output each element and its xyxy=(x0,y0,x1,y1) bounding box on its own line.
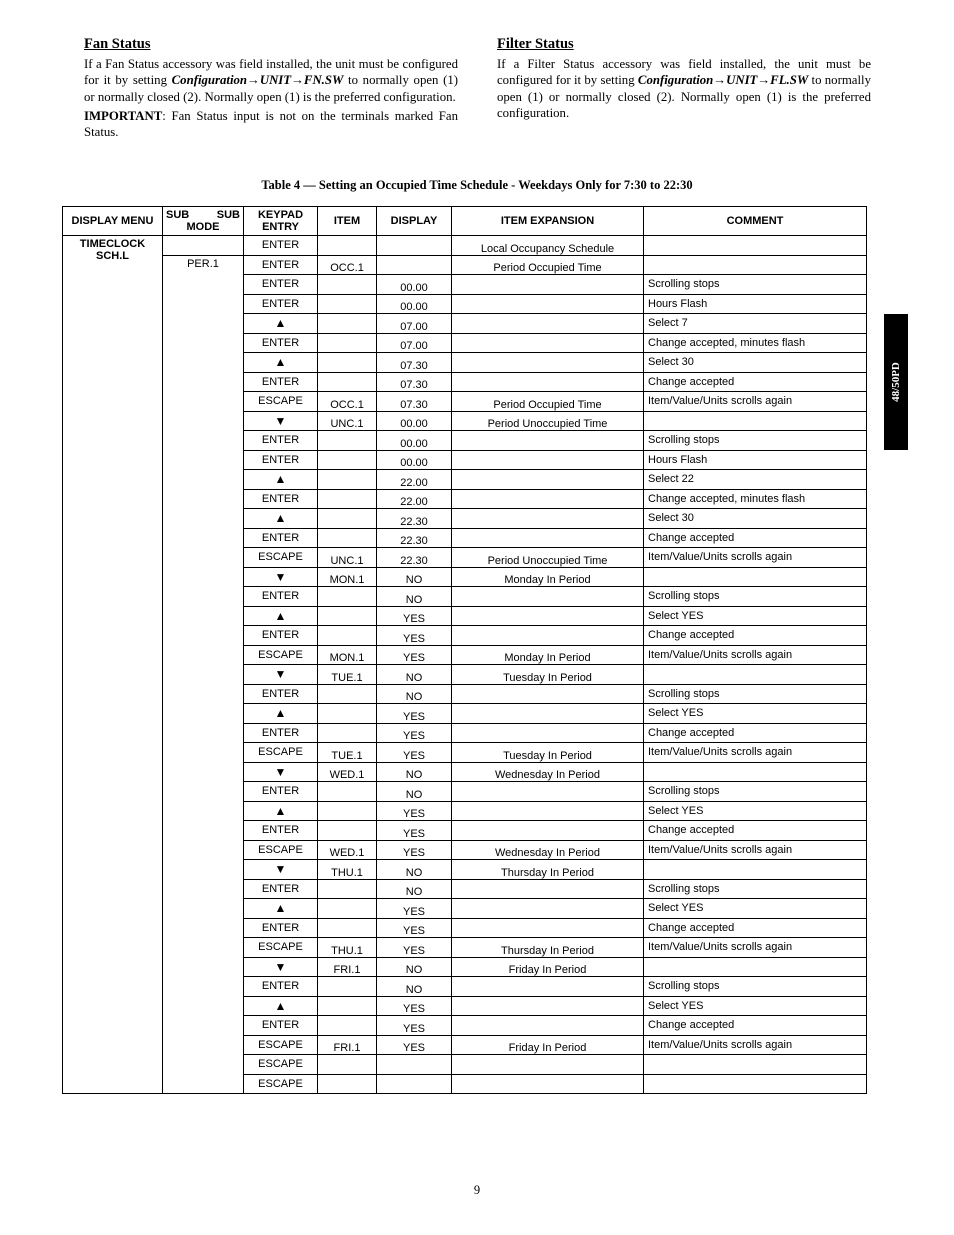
comment-cell xyxy=(644,1074,867,1094)
item-expansion-cell xyxy=(452,587,644,607)
comment-cell: Change accepted xyxy=(644,372,867,392)
keypad-entry-cell: ▼ xyxy=(244,762,318,782)
fan-status-body-pre: If a Fan Status accessory was field installed, the unit must be configured for it by setting xyxy=(84,57,458,88)
item-cell xyxy=(318,996,377,1016)
header-sub2: SUB xyxy=(216,209,240,221)
item-cell xyxy=(318,918,377,938)
item-cell: THU.1 xyxy=(318,938,377,958)
keypad-entry-cell: ESCAPE xyxy=(244,645,318,665)
item-expansion-cell xyxy=(452,509,644,529)
filter-status-heading: Filter Status xyxy=(497,36,574,52)
item-expansion-cell: Wednesday In Period xyxy=(452,762,644,782)
display-cell: YES xyxy=(377,723,452,743)
keypad-entry-cell: ENTER xyxy=(244,255,318,275)
item-expansion-cell xyxy=(452,353,644,373)
item-expansion-cell xyxy=(452,879,644,899)
keypad-entry-cell: ▲ xyxy=(244,996,318,1016)
item-expansion-cell xyxy=(452,528,644,548)
fan-status-body xyxy=(84,56,458,105)
display-cell xyxy=(377,255,452,275)
fan-status-section xyxy=(84,36,458,140)
display-cell: NO xyxy=(377,977,452,997)
side-tab-label: 48/50PD xyxy=(890,362,902,402)
table-caption: Table 4 — Setting an Occupied Time Schedule - Weekdays Only for 7:30 to 22:30 xyxy=(261,178,693,192)
item-cell: UNC.1 xyxy=(318,548,377,568)
keypad-entry-cell: ▼ xyxy=(244,665,318,685)
display-cell: YES xyxy=(377,918,452,938)
keypad-entry-cell: ESCAPE xyxy=(244,548,318,568)
item-cell xyxy=(318,1074,377,1094)
item-cell xyxy=(318,977,377,997)
display-cell: NO xyxy=(377,762,452,782)
item-cell xyxy=(318,353,377,373)
keypad-entry-cell: ENTER xyxy=(244,879,318,899)
keypad-entry-cell: ESCAPE xyxy=(244,1055,318,1075)
item-expansion-cell xyxy=(452,314,644,334)
display-cell: NO xyxy=(377,567,452,587)
comment-cell xyxy=(644,255,867,275)
display-menu-cell: TIMECLOCK SCH.L xyxy=(63,236,163,1094)
fan-status-config-path: Configuration→UNIT→FN.SW xyxy=(171,73,344,88)
item-expansion-cell xyxy=(452,996,644,1016)
comment-cell: Scrolling stops xyxy=(644,977,867,997)
comment-cell: Scrolling stops xyxy=(644,782,867,802)
comment-cell: Item/Value/Units scrolls again xyxy=(644,548,867,568)
display-cell: NO xyxy=(377,782,452,802)
display-cell: YES xyxy=(377,899,452,919)
item-expansion-cell xyxy=(452,782,644,802)
header-comment: COMMENT xyxy=(644,207,867,236)
display-cell: 00.00 xyxy=(377,450,452,470)
item-expansion-cell xyxy=(452,1016,644,1036)
item-cell xyxy=(318,879,377,899)
filter-status-section xyxy=(497,36,871,121)
item-cell xyxy=(318,450,377,470)
item-expansion-cell xyxy=(452,821,644,841)
comment-cell: Select YES xyxy=(644,606,867,626)
comment-cell: Item/Value/Units scrolls again xyxy=(644,1035,867,1055)
display-cell: YES xyxy=(377,743,452,763)
item-expansion-cell xyxy=(452,801,644,821)
comment-cell: Scrolling stops xyxy=(644,684,867,704)
fan-status-important xyxy=(84,108,458,141)
keypad-entry-cell: ENTER xyxy=(244,275,318,295)
comment-cell: Scrolling stops xyxy=(644,587,867,607)
comment-cell: Scrolling stops xyxy=(644,275,867,295)
item-expansion-cell xyxy=(452,372,644,392)
keypad-entry-cell: ▲ xyxy=(244,801,318,821)
item-expansion-cell: Tuesday In Period xyxy=(452,743,644,763)
comment-cell xyxy=(644,236,867,256)
item-expansion-cell: Thursday In Period xyxy=(452,938,644,958)
comment-cell: Change accepted, minutes flash xyxy=(644,489,867,509)
schedule-table xyxy=(62,206,867,1094)
comment-cell: Change accepted xyxy=(644,528,867,548)
item-expansion-cell: Wednesday In Period xyxy=(452,840,644,860)
item-expansion-cell: Local Occupancy Schedule xyxy=(452,236,644,256)
item-cell xyxy=(318,704,377,724)
item-expansion-cell xyxy=(452,899,644,919)
item-cell xyxy=(318,587,377,607)
keypad-entry-cell: ESCAPE xyxy=(244,938,318,958)
comment-cell: Change accepted xyxy=(644,723,867,743)
item-expansion-cell xyxy=(452,1055,644,1075)
keypad-entry-cell: ▲ xyxy=(244,509,318,529)
item-expansion-cell xyxy=(452,333,644,353)
display-cell: 00.00 xyxy=(377,431,452,451)
comment-cell: Change accepted xyxy=(644,626,867,646)
display-cell: YES xyxy=(377,1016,452,1036)
keypad-entry-cell: ESCAPE xyxy=(244,1074,318,1094)
table-row xyxy=(63,255,867,275)
table-header-row xyxy=(63,207,867,236)
keypad-entry-cell: ENTER xyxy=(244,1016,318,1036)
keypad-entry-cell: ENTER xyxy=(244,626,318,646)
fan-status-body-post: to normally open (1) or normally closed (2). Normally open (1) is the preferred configuration. xyxy=(84,73,459,104)
display-cell: YES xyxy=(377,801,452,821)
header-keypad-entry: KEYPAD ENTRY xyxy=(244,207,318,236)
item-cell xyxy=(318,1055,377,1075)
keypad-entry-cell: ESCAPE xyxy=(244,1035,318,1055)
item-cell xyxy=(318,528,377,548)
item-cell: UNC.1 xyxy=(318,411,377,431)
item-expansion-cell: Period Occupied Time xyxy=(452,392,644,412)
keypad-entry-cell: ▲ xyxy=(244,470,318,490)
display-cell: NO xyxy=(377,957,452,977)
keypad-entry-cell: ▲ xyxy=(244,353,318,373)
display-cell: YES xyxy=(377,938,452,958)
keypad-entry-cell: ENTER xyxy=(244,587,318,607)
comment-cell: Item/Value/Units scrolls again xyxy=(644,840,867,860)
item-expansion-cell xyxy=(452,489,644,509)
item-cell xyxy=(318,372,377,392)
display-cell: YES xyxy=(377,1035,452,1055)
header-display-menu: DISPLAY MENU xyxy=(63,207,163,236)
comment-cell: Scrolling stops xyxy=(644,879,867,899)
item-expansion-cell xyxy=(452,626,644,646)
display-cell: 00.00 xyxy=(377,411,452,431)
display-cell: 22.00 xyxy=(377,489,452,509)
keypad-entry-cell: ▼ xyxy=(244,860,318,880)
keypad-entry-cell: ENTER xyxy=(244,372,318,392)
display-cell: NO xyxy=(377,879,452,899)
item-cell: OCC.1 xyxy=(318,255,377,275)
comment-cell xyxy=(644,1055,867,1075)
item-expansion-cell: Period Unoccupied Time xyxy=(452,548,644,568)
item-cell: TUE.1 xyxy=(318,665,377,685)
keypad-entry-cell: ENTER xyxy=(244,918,318,938)
comment-cell: Change accepted, minutes flash xyxy=(644,333,867,353)
keypad-entry-cell: ENTER xyxy=(244,723,318,743)
display-cell xyxy=(377,1055,452,1075)
item-cell: FRI.1 xyxy=(318,1035,377,1055)
keypad-entry-cell: ▼ xyxy=(244,567,318,587)
comment-cell: Item/Value/Units scrolls again xyxy=(644,938,867,958)
filter-status-body xyxy=(497,56,871,121)
item-expansion-cell xyxy=(452,431,644,451)
comment-cell: Item/Value/Units scrolls again xyxy=(644,743,867,763)
item-cell xyxy=(318,509,377,529)
comment-cell: Scrolling stops xyxy=(644,431,867,451)
item-expansion-cell xyxy=(452,1074,644,1094)
comment-cell: Item/Value/Units scrolls again xyxy=(644,645,867,665)
display-cell: YES xyxy=(377,645,452,665)
item-expansion-cell: Period Occupied Time xyxy=(452,255,644,275)
side-tab xyxy=(884,314,908,450)
keypad-entry-cell: ▲ xyxy=(244,899,318,919)
display-cell: NO xyxy=(377,587,452,607)
comment-cell: Change accepted xyxy=(644,821,867,841)
keypad-entry-cell: ENTER xyxy=(244,821,318,841)
item-cell: MON.1 xyxy=(318,645,377,665)
keypad-entry-cell: ▲ xyxy=(244,704,318,724)
item-cell: THU.1 xyxy=(318,860,377,880)
keypad-entry-cell: ▲ xyxy=(244,314,318,334)
comment-cell: Select YES xyxy=(644,899,867,919)
header-display: DISPLAY xyxy=(377,207,452,236)
comment-cell: Select 30 xyxy=(644,353,867,373)
comment-cell: Hours Flash xyxy=(644,294,867,314)
header-sub1: SUB xyxy=(166,209,190,221)
keypad-entry-cell: ESCAPE xyxy=(244,743,318,763)
display-cell: 22.30 xyxy=(377,509,452,529)
item-expansion-cell: Period Unoccupied Time xyxy=(452,411,644,431)
keypad-entry-cell: ENTER xyxy=(244,489,318,509)
item-expansion-cell: Monday In Period xyxy=(452,567,644,587)
display-cell xyxy=(377,1074,452,1094)
comment-cell xyxy=(644,665,867,685)
item-expansion-cell xyxy=(452,704,644,724)
filter-status-config-path: Configuration→UNIT→FL.SW xyxy=(637,73,809,88)
comment-cell xyxy=(644,762,867,782)
keypad-entry-cell: ▼ xyxy=(244,411,318,431)
item-expansion-cell xyxy=(452,275,644,295)
comment-cell xyxy=(644,411,867,431)
comment-cell xyxy=(644,957,867,977)
display-cell: 22.30 xyxy=(377,548,452,568)
comment-cell: Select 7 xyxy=(644,314,867,334)
keypad-entry-cell: ESCAPE xyxy=(244,840,318,860)
display-cell: YES xyxy=(377,606,452,626)
display-cell: 07.00 xyxy=(377,333,452,353)
keypad-entry-cell: ENTER xyxy=(244,684,318,704)
keypad-entry-cell: ▼ xyxy=(244,957,318,977)
item-cell: TUE.1 xyxy=(318,743,377,763)
comment-cell: Select 30 xyxy=(644,509,867,529)
item-cell xyxy=(318,723,377,743)
comment-cell: Select YES xyxy=(644,996,867,1016)
item-cell: WED.1 xyxy=(318,762,377,782)
comment-cell: Change accepted xyxy=(644,1016,867,1036)
item-cell: WED.1 xyxy=(318,840,377,860)
display-cell: 22.00 xyxy=(377,470,452,490)
display-cell: 07.30 xyxy=(377,372,452,392)
display-cell: NO xyxy=(377,665,452,685)
display-cell: YES xyxy=(377,626,452,646)
display-cell: YES xyxy=(377,996,452,1016)
display-cell: NO xyxy=(377,860,452,880)
header-item-expansion: ITEM EXPANSION xyxy=(452,207,644,236)
display-cell: YES xyxy=(377,821,452,841)
fan-status-heading: Fan Status xyxy=(84,36,151,52)
keypad-entry-cell: ENTER xyxy=(244,236,318,256)
comment-cell: Change accepted xyxy=(644,918,867,938)
item-expansion-cell xyxy=(452,977,644,997)
important-text: : Fan Status input is not on the terminals marked Fan Status. xyxy=(84,108,458,140)
item-expansion-cell xyxy=(452,606,644,626)
item-expansion-cell: Friday In Period xyxy=(452,1035,644,1055)
display-cell: 22.30 xyxy=(377,528,452,548)
display-cell: YES xyxy=(377,840,452,860)
item-cell: FRI.1 xyxy=(318,957,377,977)
keypad-entry-cell: ESCAPE xyxy=(244,392,318,412)
item-cell xyxy=(318,470,377,490)
display-cell: 00.00 xyxy=(377,275,452,295)
item-cell xyxy=(318,333,377,353)
keypad-entry-cell: ENTER xyxy=(244,977,318,997)
item-cell xyxy=(318,236,377,256)
item-cell xyxy=(318,294,377,314)
item-expansion-cell xyxy=(452,470,644,490)
item-expansion-cell xyxy=(452,294,644,314)
keypad-entry-cell: ENTER xyxy=(244,528,318,548)
keypad-entry-cell: ENTER xyxy=(244,450,318,470)
keypad-entry-cell: ENTER xyxy=(244,294,318,314)
keypad-entry-cell: ENTER xyxy=(244,431,318,451)
item-cell xyxy=(318,684,377,704)
header-sub-mode xyxy=(163,207,244,236)
item-cell: OCC.1 xyxy=(318,392,377,412)
item-expansion-cell xyxy=(452,450,644,470)
comment-cell: Item/Value/Units scrolls again xyxy=(644,392,867,412)
comment-cell: Select YES xyxy=(644,801,867,821)
item-expansion-cell: Friday In Period xyxy=(452,957,644,977)
item-cell xyxy=(318,782,377,802)
comment-cell: Select 22 xyxy=(644,470,867,490)
display-cell: 07.30 xyxy=(377,392,452,412)
item-expansion-cell: Thursday In Period xyxy=(452,860,644,880)
keypad-entry-cell: ENTER xyxy=(244,782,318,802)
comment-cell: Select YES xyxy=(644,704,867,724)
item-cell: MON.1 xyxy=(318,567,377,587)
header-item: ITEM xyxy=(318,207,377,236)
sub-mode-cell-empty xyxy=(163,236,244,256)
display-cell: 07.00 xyxy=(377,314,452,334)
display-cell: 07.30 xyxy=(377,353,452,373)
item-cell xyxy=(318,821,377,841)
item-cell xyxy=(318,314,377,334)
comment-cell: Hours Flash xyxy=(644,450,867,470)
header-mode: MODE xyxy=(186,221,220,233)
item-cell xyxy=(318,275,377,295)
item-expansion-cell xyxy=(452,723,644,743)
keypad-entry-cell: ENTER xyxy=(244,333,318,353)
table-row xyxy=(63,236,867,256)
filter-status-body-post: to normally open (1) or normally closed (2). Normally open (1) is the preferred configuration. xyxy=(497,73,871,120)
item-expansion-cell: Monday In Period xyxy=(452,645,644,665)
item-cell xyxy=(318,626,377,646)
display-cell: YES xyxy=(377,704,452,724)
filter-status-body-pre: If a Filter Status accessory was field installed, the unit must be configured for it by setting xyxy=(497,57,871,88)
item-cell xyxy=(318,801,377,821)
item-cell xyxy=(318,431,377,451)
keypad-entry-cell: ▲ xyxy=(244,606,318,626)
display-cell: NO xyxy=(377,684,452,704)
comment-cell xyxy=(644,567,867,587)
sub-mode-cell: PER.1 xyxy=(163,255,244,1094)
item-cell xyxy=(318,489,377,509)
page-number: 9 xyxy=(473,1183,481,1197)
display-cell xyxy=(377,236,452,256)
item-cell xyxy=(318,1016,377,1036)
comment-cell xyxy=(644,860,867,880)
item-cell xyxy=(318,606,377,626)
display-cell: 00.00 xyxy=(377,294,452,314)
important-label: IMPORTANT xyxy=(84,108,163,123)
item-cell xyxy=(318,899,377,919)
item-expansion-cell: Tuesday In Period xyxy=(452,665,644,685)
item-expansion-cell xyxy=(452,918,644,938)
item-expansion-cell xyxy=(452,684,644,704)
